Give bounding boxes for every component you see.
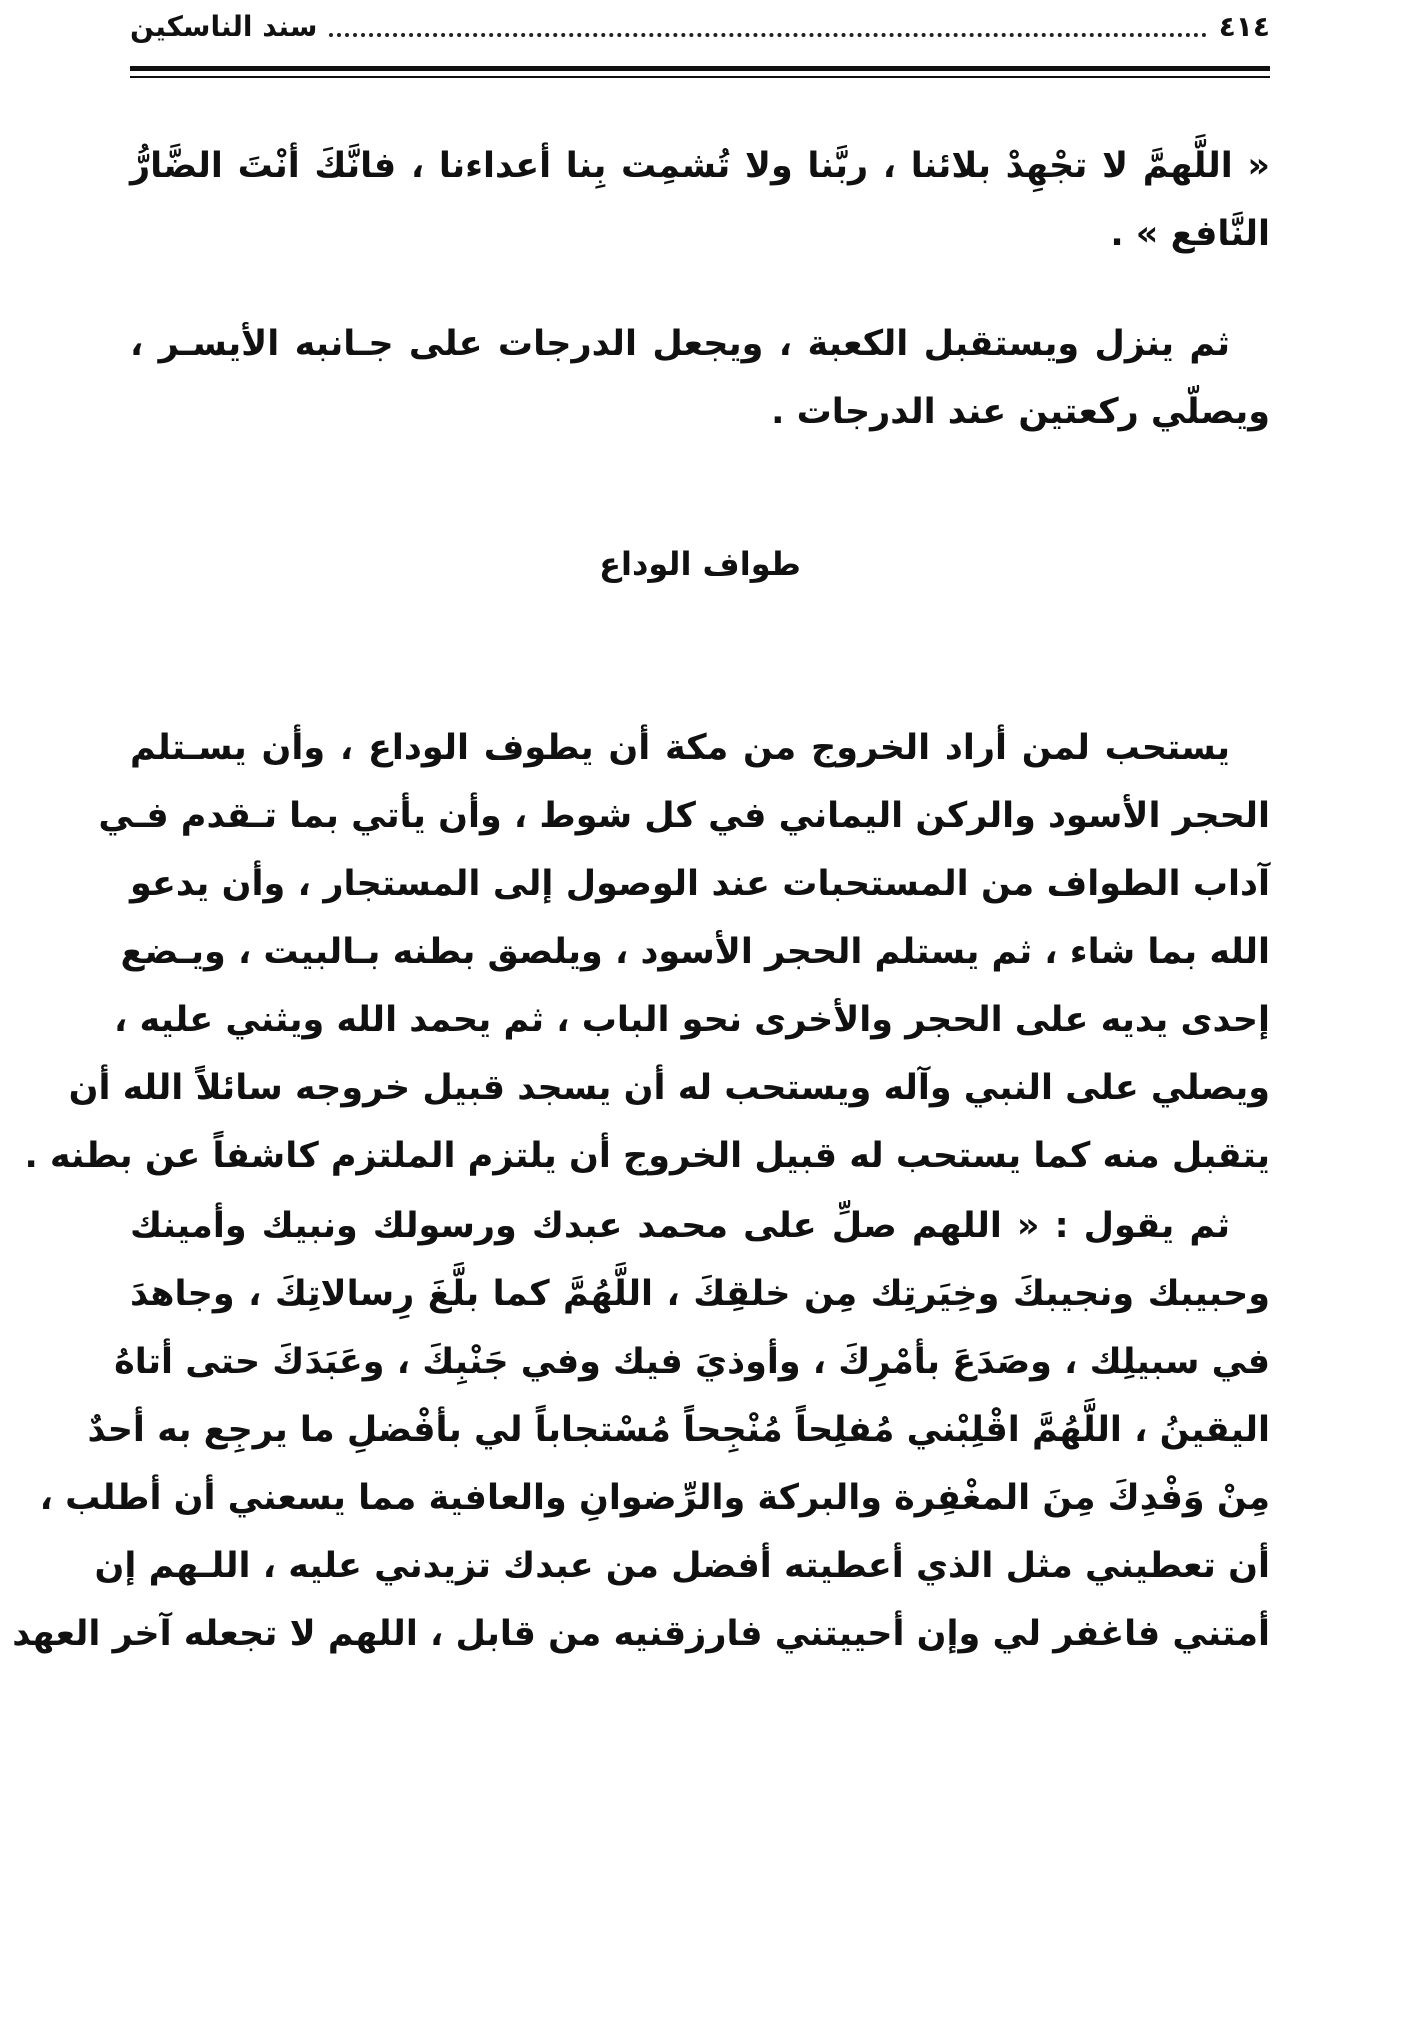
- text-line: يستحب لمن أراد الخروج من مكة أن يطوف الوداع ، وأن يسـتلم: [130, 728, 1230, 768]
- text-line: ويصلّي ركعتين عند الدرجات .: [771, 392, 1270, 432]
- text-line: « اللَّهمَّ لا تجْهِدْ بلائنا ، ربَّنا ولا تُشمِت بِنا أعداءنا ، فانَّكَ أنْتَ الضَّارُّ: [130, 146, 1270, 186]
- text-line: أمتني فاغفر لي وإن أحييتني فارزقنيه من قابل ، اللهم لا تجعله آخر العهد: [12, 1614, 1270, 1654]
- book-title: سند الناسكين: [130, 9, 318, 43]
- text-line: اليقينُ ، اللَّهُمَّ اقْلِبْني مُفلِحاً مُنْجِحاً مُسْتجاباً لي بأفْضلِ ما يرجِع به أحدٌ: [87, 1410, 1270, 1450]
- text-line: في سبيلِك ، وصَدَعَ بأمْرِكَ ، وأوذيَ فيك وفي جَنْبِكَ ، وعَبَدَكَ حتى أتاهُ: [114, 1342, 1270, 1382]
- text-line: ويصلي على النبي وآله ويستحب له أن يسجد قبيل خروجه سائلاً الله أن: [68, 1068, 1270, 1108]
- text-line: مِنْ وَفْدِكَ مِنَ المغْفِرة والبركة والرِّضوانِ والعافية مما يسعني أن أطلب ،: [39, 1478, 1270, 1518]
- text-line: الله بما شاء ، ثم يستلم الحجر الأسود ، ويلصق بطنه بـالبيت ، ويـضع: [120, 932, 1270, 972]
- section-heading: طواف الوداع: [599, 545, 801, 583]
- text-line: ثم ينزل ويستقبل الكعبة ، ويجعل الدرجات على جـانبه الأيسـر ،: [130, 324, 1230, 364]
- header-rule-thick: [130, 66, 1270, 71]
- text-line: الحجر الأسود والركن اليماني في كل شوط ، وأن يأتي بما تـقدم فـي: [98, 796, 1270, 836]
- header-rule-thin: [130, 76, 1270, 78]
- text-line: إحدى يديه على الحجر والأخرى نحو الباب ، ثم يحمد الله ويثني عليه ،: [113, 1000, 1270, 1040]
- leader-dots: [329, 15, 1206, 37]
- text-line: آداب الطواف من المستحبات عند الوصول إلى المستجار ، وأن يدعو: [130, 864, 1270, 904]
- text-line: وحبيبك ونجيبكَ وخِيَرتِك مِن خلقِكَ ، اللَّهُمَّ كما بلَّغَ رِسالاتِكَ ، وجاهدَ: [130, 1274, 1270, 1314]
- text-line: ثم يقول : « اللهم صلِّ على محمد عبدك ورسولك ونبيك وأمينك: [130, 1206, 1230, 1246]
- running-header: [130, 4, 1270, 48]
- text-line: أن تعطيني مثل الذي أعطيته أفضل من عبدك تزيدني عليه ، اللـهم إن: [94, 1546, 1270, 1586]
- page-number: ٤١٤: [1218, 9, 1270, 43]
- text-line: النَّافع » .: [1110, 214, 1270, 254]
- text-line: يتقبل منه كما يستحب له قبيل الخروج أن يلتزم الملتزم كاشفاً عن بطنه .: [24, 1136, 1270, 1176]
